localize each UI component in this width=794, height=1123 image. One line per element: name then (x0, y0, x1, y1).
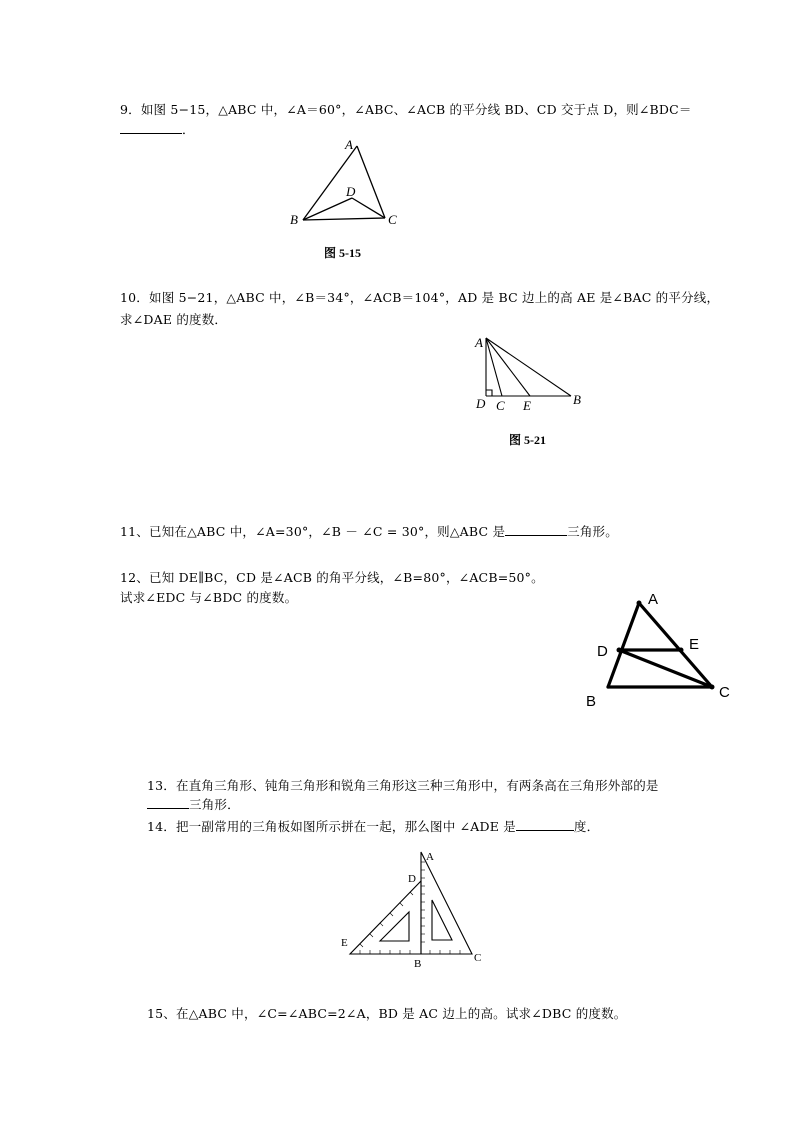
q10-label-e: E (523, 398, 531, 413)
q14-label-d: D (408, 873, 416, 885)
q9-label-a: A (345, 137, 353, 152)
q10-line2: 求∠DAE 的度数． (120, 312, 228, 327)
q10-label-b: B (573, 392, 581, 407)
q14-label-b: B (414, 958, 422, 970)
q14-set-square-small-hole (380, 912, 409, 941)
q10-label-d: D (476, 396, 486, 411)
q10-caption: 图 5-21 (509, 433, 546, 447)
q9-label-b: B (290, 212, 298, 227)
q15-line1: 15、在△ABC 中，∠C=∠ABC=2∠A，BD 是 AC 边上的高。试求∠DBC 的度数。 (147, 1006, 627, 1021)
q10-label-c: C (496, 398, 505, 413)
q14-label-c: C (474, 952, 482, 964)
q12-label-b: B (586, 693, 597, 710)
q11-text-pre: 11、已知在△ABC 中，∠A=30°，∠B － ∠C = 30°，则△ABC 是 (120, 524, 506, 539)
q14-label-a: A (426, 851, 434, 863)
q10-label-a: A (475, 335, 483, 350)
q14-set-square-large-hole (432, 900, 452, 940)
q14-set-square-large (421, 852, 472, 954)
q9-caption: 图 5-15 (324, 246, 361, 260)
q12-label-e: E (689, 636, 700, 653)
q10-line1: 10．如图 5−21，△ABC 中，∠B＝34°，∠ACB＝104°，AD 是 BC 边上的高 AE 是∠BAC 的平分线， (120, 290, 720, 305)
q11-text-post: 三角形。 (567, 524, 618, 539)
q9-label-c: C (388, 212, 397, 227)
q13-line1: 13．在直角三角形、钝角三角形和锐角三角形这三种三角形中，有两条高在三角形外部的是 (147, 778, 659, 793)
q9-line1: 9．如图 5−15，△ABC 中，∠A＝60°，∠ABC、∠ACB 的平分线 BD、CD 交于点 D，则∠BDC＝ (120, 102, 692, 117)
q9-end: ． (182, 122, 195, 137)
q14-label-e: E (341, 937, 348, 949)
q14-text-post: 度． (573, 819, 600, 834)
q14-text-pre: 14．把一副常用的三角板如图所示拼在一起，那么图中 ∠ADE 是 (147, 819, 516, 834)
q12-line1: 12、已知 DE∥BC，CD 是∠ACB 的角平分线，∠B=80°，∠ACB=50°。 (120, 570, 544, 585)
q12-label-c: C (719, 684, 730, 701)
q12-label-d: D (597, 643, 608, 660)
q12-line2: 试求∠EDC 与∠BDC 的度数。 (120, 590, 298, 605)
q13-text-post: 三角形． (189, 797, 240, 812)
q9-label-d: D (346, 184, 356, 199)
q12-label-a: A (648, 591, 659, 608)
